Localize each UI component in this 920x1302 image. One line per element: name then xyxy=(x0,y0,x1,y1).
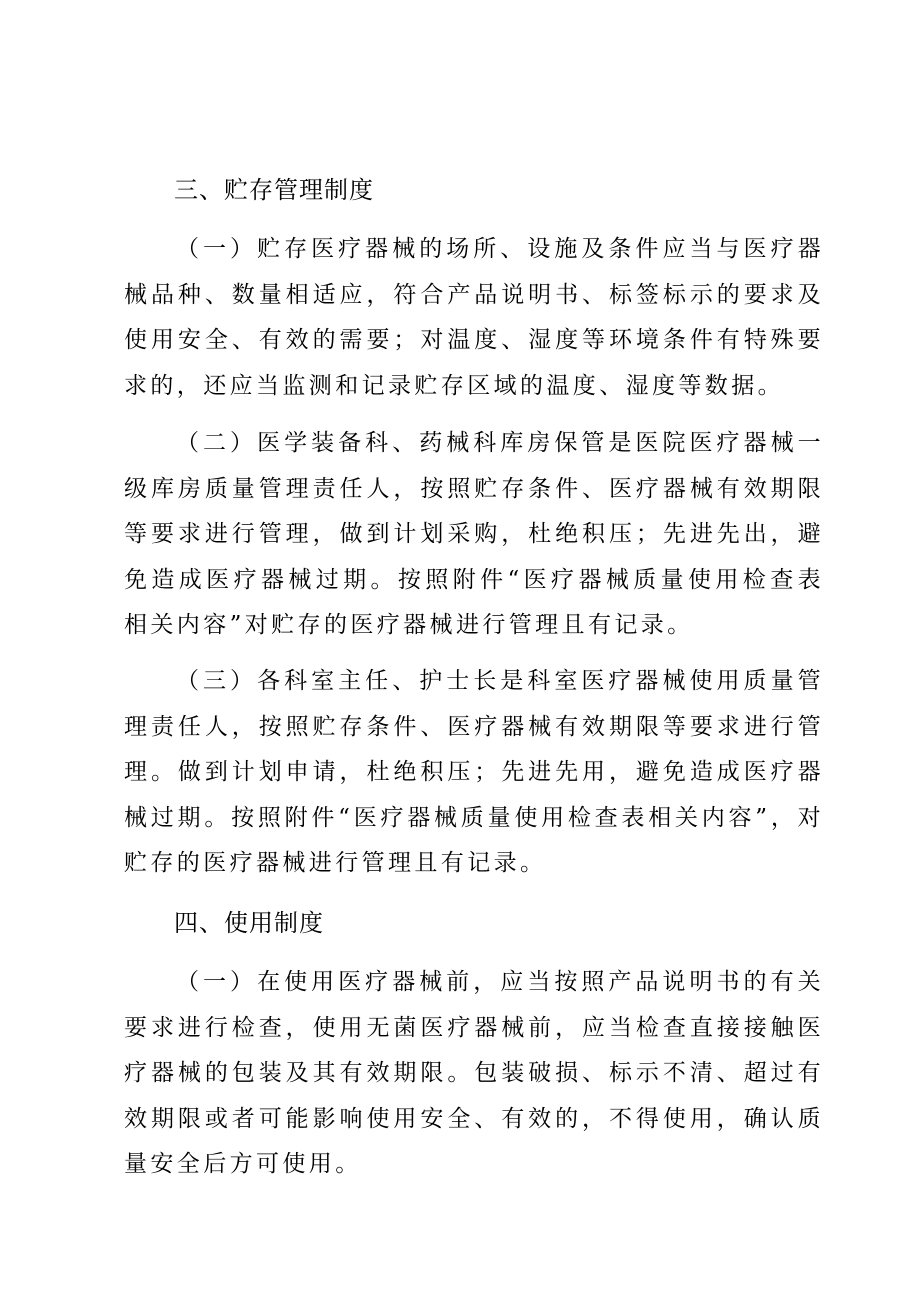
section-heading-usage: 四、使用制度 xyxy=(174,909,324,937)
paragraph-storage-2: （二）医学装备科、药械科库房保管是医院医疗器械一级库房质量管理责任人，按照贮存条件、医疗器械有效期限等要求进行管理，做到计划采购，杜绝积压；先进先出，避免造成医疗器械过期。按照附件“医疗器械质量使用检查表相关内容”对贮存的医疗器械进行管理且有记录。 xyxy=(124,430,824,638)
paragraph-storage-3: （三）各科室主任、护士长是科室医疗器械使用质量管理责任人，按照贮存条件、医疗器械有效期限等要求进行管理。做到计划申请，杜绝积压；先进先用，避免造成医疗器械过期。按照附件“医疗器械质量使用检查表相关内容”，对贮存的医疗器械进行管理且有记录。 xyxy=(124,668,824,876)
paragraph-usage-1: （一）在使用医疗器械前，应当按照产品说明书的有关要求进行检查，使用无菌医疗器械前，应当检查直接接触医疗器械的包装及其有效期限。包装破损、标示不清、超过有效期限或者可能影响使用安全、有效的，不得使用，确认质量安全后方可使用。 xyxy=(124,969,824,1177)
paragraph-storage-1: （一）贮存医疗器械的场所、设施及条件应当与医疗器械品种、数量相适应，符合产品说明书、标签标示的要求及使用安全、有效的需要；对温度、湿度等环境条件有特殊要求的，还应当监测和记录贮存区域的温度、湿度等数据。 xyxy=(124,236,824,399)
section-heading-storage: 三、贮存管理制度 xyxy=(174,176,374,204)
